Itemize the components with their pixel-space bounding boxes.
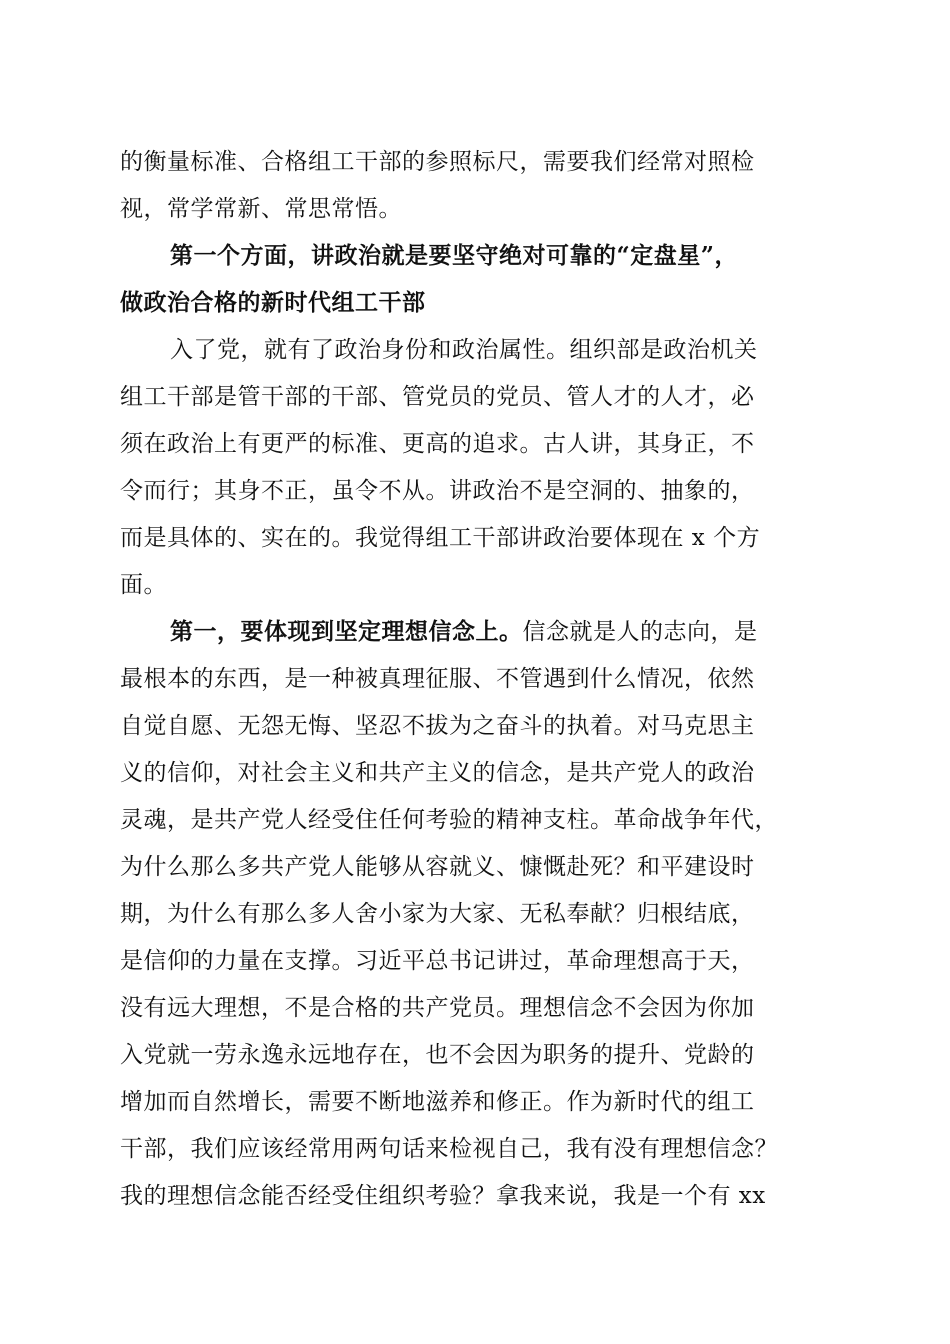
text-line: 的衡量标准、合格组工干部的参照标尺，需要我们经常对照检 xyxy=(120,149,755,175)
text-line: 而是具体的、实在的。我觉得组工干部讲政治要体现在 x 个方 xyxy=(120,525,761,551)
text-line: 自觉自愿、无怨无悔、坚忍不拔为之奋斗的执着。对马克思主 xyxy=(120,713,755,739)
text-line: 入了党，就有了政治身份和政治属性。组织部是政治机关 xyxy=(170,337,758,363)
text-line: 入党就一劳永逸永远地存在，也不会因为职务的提升、党龄的 xyxy=(120,1042,755,1068)
text-line: 干部，我们应该经常用两句话来检视自己，我有没有理想信念？ xyxy=(120,1136,778,1162)
text-line: 我的理想信念能否经受住组织考验？拿我来说，我是一个有 xx xyxy=(120,1183,766,1209)
text-line: 期，为什么有那么多人舍小家为大家、无私奉献？归根结底， xyxy=(120,901,755,927)
text-line: 为什么那么多共产党人能够从容就义、慷慨赴死？和平建设时 xyxy=(120,854,755,880)
text-line xyxy=(170,612,850,652)
text-line: 面。 xyxy=(120,572,167,598)
point-heading: 第一，要体现到坚定理想信念上。 xyxy=(170,618,523,645)
text-line: 视，常学常新、常思常悟。 xyxy=(120,196,402,222)
text-line: 灵魂，是共产党人经受住任何考验的精神支柱。革命战争年代， xyxy=(120,807,778,833)
text-line: 令而行；其身不正，虽令不从。讲政治不是空洞的、抽象的， xyxy=(120,478,755,504)
text-line: 义的信仰，对社会主义和共产主义的信念，是共产党人的政治 xyxy=(120,760,755,786)
section-heading: 第一个方面，讲政治就是要坚守绝对可靠的“定盘星”， xyxy=(170,242,738,269)
text-line: 须在政治上有更严的标准、更高的追求。古人讲，其身正，不 xyxy=(120,431,755,457)
text-line: 是信仰的力量在支撑。习近平总书记讲过，革命理想高于天， xyxy=(120,948,755,974)
text-line: 没有远大理想，不是合格的共产党员。理想信念不会因为你加 xyxy=(120,995,755,1021)
section-heading: 做政治合格的新时代组工干部 xyxy=(120,289,426,316)
text-line: 最根本的东西，是一种被真理征服、不管遇到什么情况，依然 xyxy=(120,666,755,692)
text-line: 组工干部是管干部的干部、管党员的党员、管人才的人才，必 xyxy=(120,384,755,410)
text-span: 信念就是人的志向，是 xyxy=(522,619,758,645)
text-line: 增加而自然增长，需要不断地滋养和修正。作为新时代的组工 xyxy=(120,1089,755,1115)
